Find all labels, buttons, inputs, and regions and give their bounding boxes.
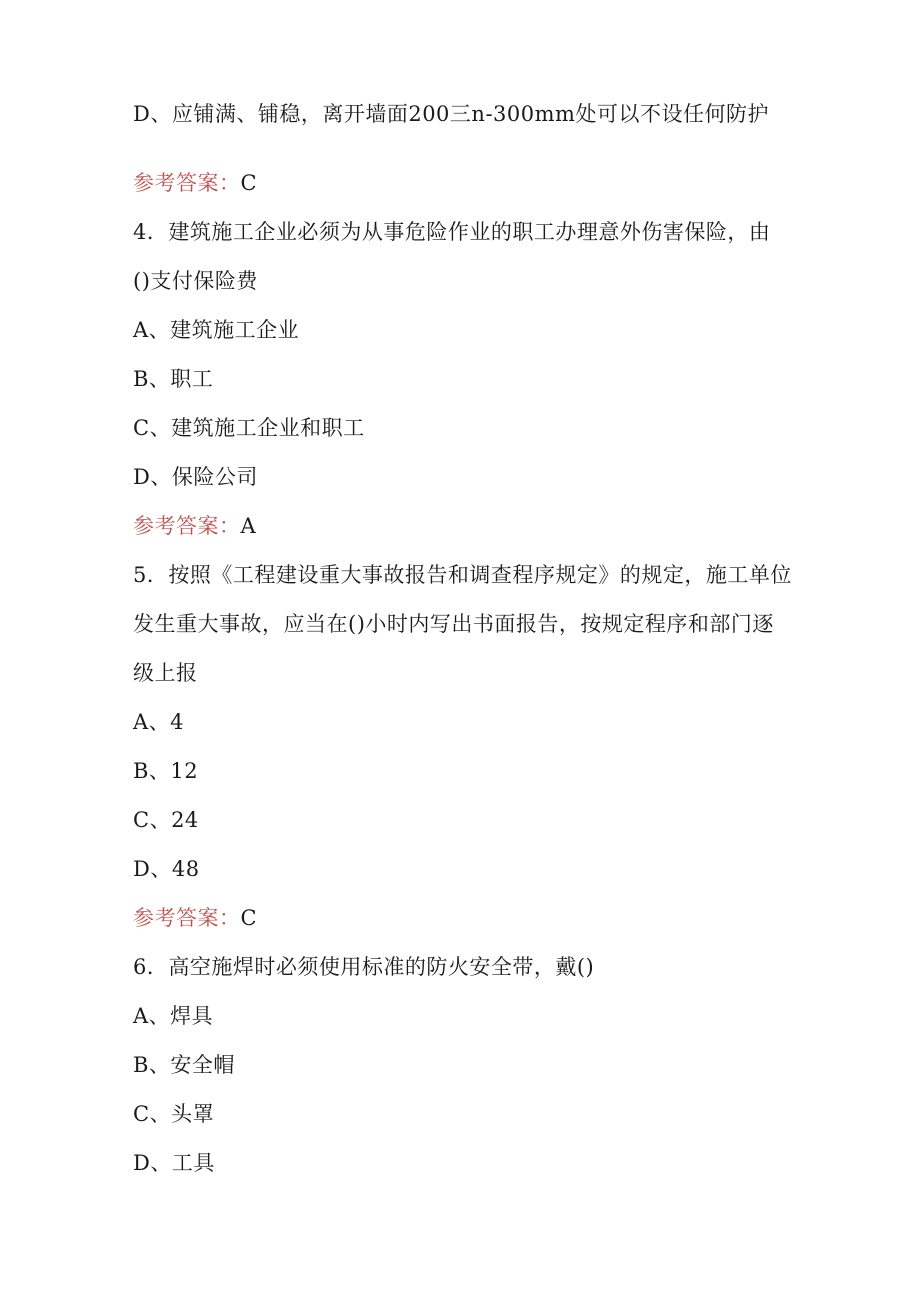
q6-option-d: D、工具	[133, 1151, 215, 1175]
q5-option-a: A、4	[133, 710, 185, 734]
q3-answer	[133, 169, 257, 197]
q4-stem-line2: ()支付保险费	[133, 269, 258, 293]
q6-option-c: C、头罩	[133, 1102, 215, 1126]
q5-option-d: D、48	[133, 857, 200, 881]
answer-label: 参考答案：	[133, 171, 241, 195]
answer-label: 参考答案：	[133, 514, 241, 538]
q4-stem-line1: 4．建筑施工企业必须为从事危险作业的职工办理意外伤害保险，由	[133, 220, 771, 244]
answer-label: 参考答案：	[133, 906, 241, 930]
answer-value: C	[240, 906, 258, 930]
q5-option-c: C、24	[133, 808, 199, 832]
q4-option-a: A、建筑施工企业	[133, 318, 300, 342]
q5-stem-line1: 5．按照《工程建设重大事故报告和调查程序规定》的规定，施工单位	[133, 563, 792, 587]
q6-stem-line1: 6．高空施焊时必须使用标准的防火安全带，戴()	[133, 955, 595, 979]
q4-option-b: B、职工	[133, 367, 214, 391]
q4-answer	[133, 512, 256, 540]
q6-option-a: A、焊具	[133, 1004, 214, 1028]
q6-option-b: B、安全帽	[133, 1053, 235, 1077]
q5-stem-line3: 级上报	[133, 661, 198, 685]
q3-option-d: D、应铺满、铺稳，离开墙面200三n-300mm处可以不设任何防护	[133, 102, 769, 126]
q4-option-d: D、保险公司	[133, 465, 258, 489]
q5-stem-line2: 发生重大事故，应当在()小时内写出书面报告，按规定程序和部门逐	[133, 612, 774, 636]
answer-value: A	[240, 514, 257, 538]
q5-option-b: B、12	[133, 759, 199, 783]
answer-value: C	[240, 171, 258, 195]
q4-option-c: C、建筑施工企业和职工	[133, 416, 365, 440]
q5-answer	[133, 904, 257, 932]
